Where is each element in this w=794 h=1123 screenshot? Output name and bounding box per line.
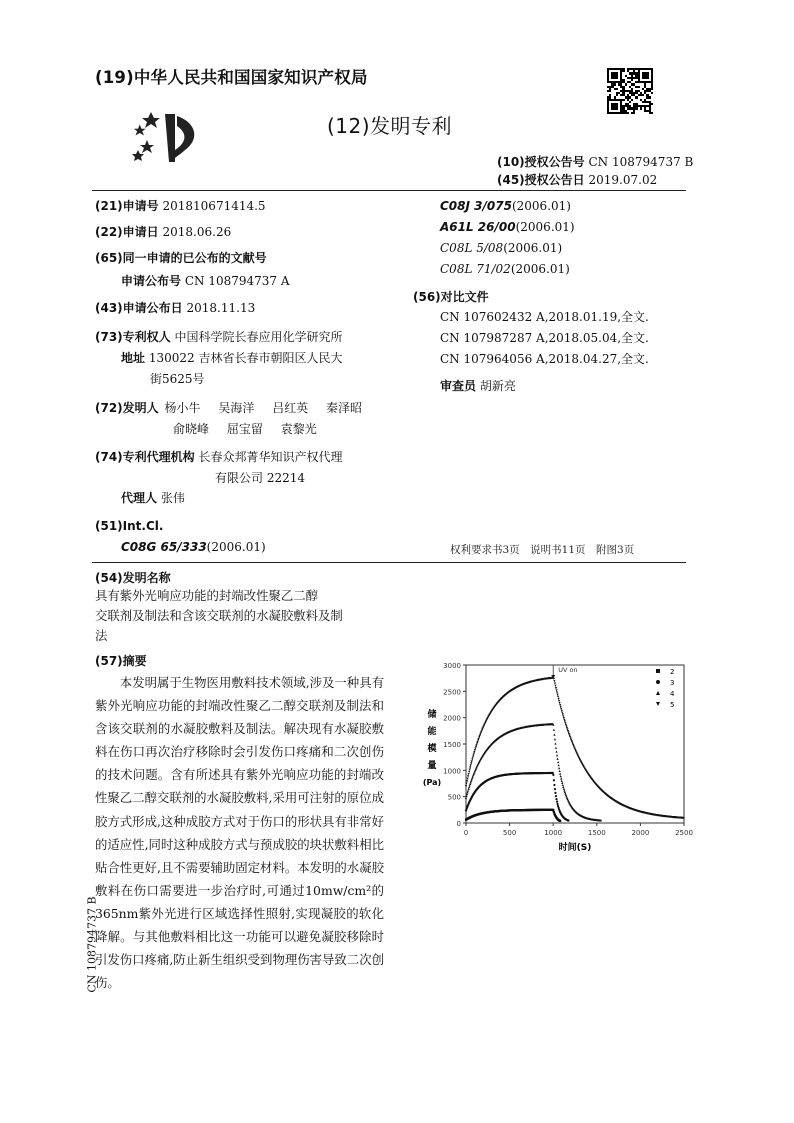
publication-number-value: CN 108794737 B	[588, 155, 694, 169]
x-axis-label: 时间(S)	[558, 843, 592, 853]
references-label-text: (56)对比文件	[413, 290, 489, 304]
data-point-series-5	[558, 700, 560, 702]
data-point-series-4	[556, 754, 558, 756]
data-point-series-4	[562, 786, 564, 788]
data-point-series-4	[560, 775, 562, 777]
inventor-name: 袁黎光	[280, 422, 317, 436]
data-point-series-5	[557, 696, 559, 698]
plot-frame	[466, 665, 684, 823]
data-point-series-4	[556, 758, 558, 760]
prior-publication-date	[95, 298, 255, 318]
title-line: 具有紫外光响应功能的封端改性聚乙二醇	[95, 588, 319, 603]
prior-publication	[95, 248, 267, 268]
data-point-series-2	[559, 820, 561, 822]
agency-label: (74)专利代理机构	[95, 450, 195, 464]
inventor-name: 俞晓峰	[173, 422, 210, 436]
y-tick-label: 2500	[443, 688, 461, 697]
examiner-value: 胡新亮	[479, 379, 516, 393]
data-point-series-5	[556, 694, 558, 696]
application-number	[95, 196, 266, 216]
publication-date-label: (45)授权公告日	[497, 173, 585, 187]
examiner	[440, 376, 516, 396]
y-tick-label: 1500	[443, 741, 461, 749]
data-point-series-3	[556, 801, 558, 803]
divider-middle	[92, 562, 686, 563]
data-point-series-5	[554, 682, 556, 684]
reference-1: CN 107602432 A,2018.01.19,全文.	[440, 310, 649, 324]
x-tick-label: 1000	[544, 829, 563, 837]
inventors-label: (72)发明人	[95, 401, 159, 415]
x-tick-label: 1500	[587, 829, 606, 837]
data-point-series-4	[559, 770, 561, 772]
data-point-series-5	[560, 708, 562, 710]
divider-top	[92, 190, 686, 191]
invention-title-label	[95, 568, 171, 588]
abstract-label-text: (57)摘要	[95, 654, 147, 668]
prior-publication-label: (65)同一申请的已公布的文献号	[95, 251, 267, 265]
intcl-label: (51)Int.Cl.	[95, 519, 164, 533]
publication-date	[497, 170, 657, 190]
agent	[121, 488, 185, 508]
qr-code	[607, 68, 657, 118]
agent-label: 代理人	[121, 491, 158, 505]
examiner-label: 审查员	[440, 379, 477, 393]
legend-entry: 3	[670, 679, 675, 687]
classification-3	[440, 238, 562, 258]
application-number-label: (21)申请号	[95, 199, 159, 213]
classification-version: (2006.01)	[511, 199, 571, 213]
inventor-name: 秦泽昭	[326, 401, 363, 415]
intcl-code: C08G 65/333	[121, 540, 207, 554]
data-point-series-5	[554, 685, 556, 687]
patentee	[95, 327, 343, 347]
prior-publication-number-label: 申请公布号	[121, 274, 182, 288]
invention-title	[95, 586, 395, 646]
data-point-series-5	[471, 760, 473, 762]
inventor-name: 杨小牛	[164, 401, 201, 415]
data-point-series-5	[555, 689, 557, 691]
classification-version: (2006.01)	[503, 241, 563, 255]
classification-code: C08J 3/075	[440, 199, 512, 213]
application-date-value: 2018.06.26	[162, 225, 232, 239]
data-point-series-5	[470, 762, 472, 764]
prior-publication-date-value: 2018.11.13	[186, 301, 256, 315]
data-point-series-4	[559, 773, 561, 775]
data-point-series-4	[554, 738, 556, 740]
intcl	[95, 516, 163, 536]
data-point-series-3	[554, 788, 556, 790]
abstract-label	[95, 651, 147, 671]
data-point-series-5	[559, 702, 561, 704]
data-point-series-5	[468, 773, 470, 775]
y-tick-label: 0	[456, 820, 461, 828]
data-point-series-5	[469, 766, 471, 768]
title-line: 交联剂及制法和含该交联剂的水凝胶敷料及制	[95, 608, 343, 623]
y-axis-label: 量	[427, 761, 437, 771]
legend-entry: 2	[670, 668, 675, 676]
legend-marker	[656, 680, 660, 684]
data-point-series-5	[466, 778, 468, 780]
inventor-name: 吴海洋	[218, 401, 255, 415]
y-axis-label: 能	[427, 727, 437, 737]
classification-code: C08L 5/08	[440, 241, 504, 255]
y-tick-label: 500	[447, 793, 461, 802]
data-point-series-4	[561, 782, 563, 784]
data-point-series-4	[555, 747, 557, 749]
data-point-series-5	[558, 698, 560, 700]
data-point-series-5	[560, 706, 562, 708]
legend-entry: 5	[670, 701, 675, 709]
data-point-series-5	[467, 775, 469, 777]
legend-entry: 4	[670, 690, 675, 698]
data-point-series-5	[559, 704, 561, 706]
data-point-series-5	[472, 756, 474, 758]
storage-modulus-chart	[418, 655, 694, 860]
publication-number-label: (10)授权公告号	[497, 155, 585, 169]
data-point-series-3	[556, 803, 558, 805]
data-point-series-4	[558, 767, 560, 769]
data-point-series-5	[556, 692, 558, 694]
data-point-series-5	[553, 680, 555, 682]
y-axis-label: 储	[427, 710, 437, 720]
classification-2	[440, 217, 575, 237]
data-point-series-5	[471, 758, 473, 760]
agency-line-2: 有限公司 22214	[215, 471, 305, 485]
application-date-label: (22)申请日	[95, 225, 159, 239]
data-point-series-4	[465, 797, 467, 799]
application-number-value: 201810671414.5	[162, 199, 266, 213]
inventor-name: 吕红英	[272, 401, 309, 415]
publication-date-value: 2019.07.02	[588, 173, 658, 187]
data-point-series-3	[554, 792, 556, 794]
page-counts: 权利要求书3页 说明书11页 附图3页	[450, 544, 635, 556]
classification-4	[440, 259, 570, 279]
address	[121, 348, 342, 368]
x-tick-label: 2000	[631, 829, 650, 837]
x-tick-label: 0	[463, 829, 469, 837]
data-point-series-3	[552, 772, 554, 774]
data-point-series-5	[465, 785, 467, 787]
y-tick-label: 2000	[443, 714, 461, 723]
intcl-class	[121, 537, 266, 557]
legend-marker	[656, 669, 660, 673]
y-tick-label: 1000	[443, 767, 461, 776]
intcl-version: (2006.01)	[206, 540, 266, 554]
address-line-2: 街5625号	[150, 372, 205, 386]
classification-code: A61L 26/00	[440, 220, 516, 234]
agency-line-1: 长春众邦菁华知识产权代理	[198, 450, 343, 464]
office-name: (19)中华人民共和国国家知识产权局	[95, 68, 368, 87]
reference-3: CN 107964056 A,2018.04.27,全文.	[440, 352, 649, 366]
data-point-series-4	[562, 784, 564, 786]
uv-on-label: UV on	[558, 666, 578, 674]
x-tick-label: 2500	[675, 829, 693, 837]
data-point-series-4	[555, 750, 557, 752]
data-point-series-5	[470, 764, 472, 766]
x-tick-label: 500	[502, 829, 517, 837]
classification-1	[440, 196, 571, 216]
prior-publication-number-value: CN 108794737 A	[184, 274, 290, 288]
legend-marker	[656, 691, 660, 695]
prior-publication-number	[121, 271, 290, 291]
data-point-series-3	[553, 779, 555, 781]
data-point-series-4	[560, 777, 562, 779]
reference-2: CN 107987287 A,2018.05.04,全文.	[440, 331, 649, 345]
legend-marker	[656, 702, 660, 706]
references-label	[413, 287, 489, 307]
agency	[95, 447, 343, 467]
patentee-value: 中国科学院长春应用化学研究所	[174, 330, 343, 344]
data-point-series-5	[469, 769, 471, 771]
patent-office-logo	[127, 110, 207, 170]
data-point-series-3	[567, 819, 569, 821]
document-type: (12)发明专利	[327, 114, 453, 138]
y-tick-label: 3000	[443, 662, 461, 670]
side-patent-number: CN 108794737 B	[85, 896, 99, 993]
data-point-series-5	[555, 687, 557, 689]
classification-version: (2006.01)	[515, 220, 575, 234]
data-point-series-4	[553, 734, 555, 736]
y-axis-label: (Pa)	[422, 778, 442, 787]
classification-version: (2006.01)	[510, 262, 570, 276]
inventor-name: 屈宝留	[226, 422, 263, 436]
data-point-series-3	[553, 784, 555, 786]
invention-title-label-text: (54)发明名称	[95, 571, 171, 585]
application-date	[95, 222, 231, 242]
data-point-series-4	[554, 742, 556, 744]
patentee-label: (73)专利权人	[95, 330, 171, 344]
data-point-series-4	[561, 780, 563, 782]
data-point-series-3	[555, 795, 557, 797]
data-point-series-5	[468, 771, 470, 773]
data-point-series-4	[553, 729, 555, 731]
data-point-series-4	[557, 761, 559, 763]
data-point-series-3	[552, 774, 554, 776]
inventors-line-2	[173, 419, 317, 439]
data-point-series-3	[555, 798, 557, 800]
y-axis-label: 模	[427, 744, 437, 754]
inventors	[95, 398, 362, 418]
address-line-1: 130022 吉林省长春市朝阳区人民大	[148, 351, 343, 365]
agent-value: 张伟	[160, 491, 185, 505]
publication-number	[497, 152, 693, 172]
title-line: 法	[95, 628, 108, 643]
data-point-series-4	[558, 764, 560, 766]
prior-publication-date-label: (43)申请公布日	[95, 301, 183, 315]
address-label: 地址	[121, 351, 146, 365]
abstract-text: 本发明属于生物医用敷料技术领域,涉及一种具有紫外光响应功能的封端改性聚乙二醇交联剂及制法和含该交联剂的水凝胶敷料及制法。解决现有水凝胶敷料在伤口再次治疗移除时会引发伤口疼痛和二次创伤的技术问题。含有所述具有紫外光响应功能的封端改性聚乙二醇交联剂的水凝胶敷料,采用可注射的原位成胶方式形成,这种成胶方式对于伤口的形状具有非常好的适应性,同时这种成胶方式与预成胶的块状敷料相比贴合性更好,且不需要辅助固定材料。本发明的水凝胶敷料在伤口需要进一步治疗时,可通过10mw/cm²的365nm紫外光进行区域选择性照射,实现凝胶的软化降解。与其他敷料相比这一功能可以避免凝胶移除时引发伤口疼痛,防止新生组织受到物理伤害导致二次创伤。	[95, 675, 384, 991]
classification-code: C08L 71/02	[440, 262, 511, 276]
